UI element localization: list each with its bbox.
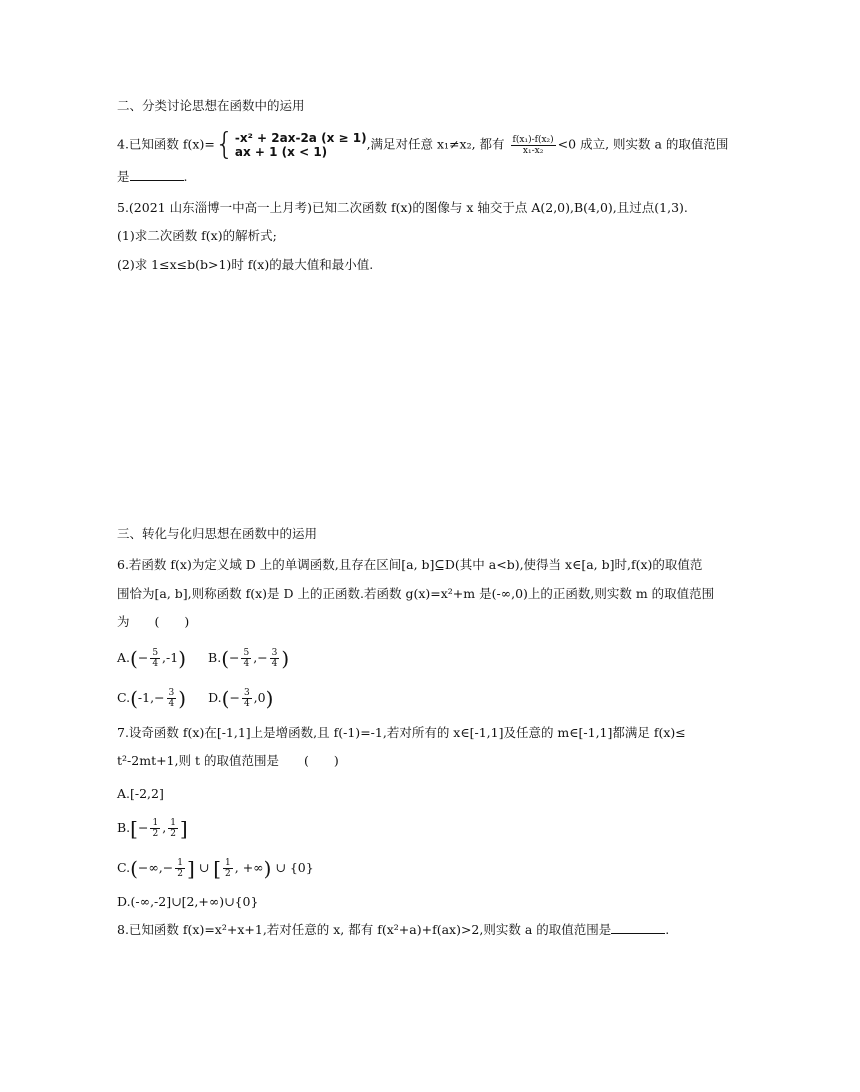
question-6-line-1: 6.若函数 f(x)为定义域 D 上的单调函数,且存在区间[a, b]⊆D(其中 a<b),使得当 x∈[a, b]时,f(x)的取值范 bbox=[117, 557, 703, 572]
question-8: 8.已知函数 f(x)=x²+x+1,若对任意的 x, 都有 f(x²+a)+f(ax)>2,则实数 a 的取值范围是 . bbox=[117, 922, 670, 937]
left-brace-icon: { bbox=[214, 127, 234, 162]
q7-option-c[interactable]: C.(−∞,− $\frac{1}{2}$ ] ∪ [ $\frac{1}{2}$ , +∞) ∪ {0} bbox=[117, 856, 314, 881]
question-6-options-ab bbox=[117, 648, 307, 669]
q4-answer-blank[interactable] bbox=[130, 168, 184, 181]
q8-answer-blank[interactable] bbox=[611, 921, 665, 934]
q4-suffix: <0 成立, 则实数 a 的取值范围 bbox=[557, 136, 729, 152]
question-6-line-3: 为 ( ) bbox=[117, 614, 190, 629]
section-3-title: 三、转化与化归思想在函数中的运用 bbox=[117, 526, 318, 541]
q4-mid: ,满足对任意 x₁≠x₂, 都有 bbox=[366, 136, 505, 152]
question-5-part-1: (1)求二次函数 f(x)的解析式; bbox=[117, 228, 277, 243]
q6-option-a[interactable]: A.(− $\frac{5}{4}$ ,-1) bbox=[117, 646, 187, 671]
section-2-title: 二、分类讨论思想在函数中的运用 bbox=[117, 98, 305, 113]
q7-option-a[interactable]: A.[-2,2] bbox=[117, 786, 164, 801]
q4-piecewise bbox=[214, 127, 367, 162]
q6-option-c[interactable]: C.(-1,− $\frac{3}{4}$ ) bbox=[117, 686, 187, 711]
question-7-line-2: t²-2mt+1,则 t 的取值范围是 ( ) bbox=[117, 753, 339, 768]
q7-option-b[interactable]: B.[− $\frac{1}{2}$ , $\frac{1}{2}$ ] bbox=[117, 816, 188, 841]
question-5-part-2: (2)求 1≤x≤b(b>1)时 f(x)的最大值和最小值. bbox=[117, 257, 374, 272]
question-4-line-1 bbox=[117, 127, 729, 162]
q7-option-d[interactable]: D.(-∞,-2]∪[2,+∞)∪{0} bbox=[117, 894, 259, 909]
q6-option-d[interactable]: D.(− $\frac{3}{4}$ ,0) bbox=[208, 686, 274, 711]
q4-case-1: -x² + 2ax-2a (x ≥ 1) bbox=[234, 131, 367, 145]
q4-fraction: $\frac{\text{f(x₁)-f(x₂)}}{\text{x₁-x₂}}$ bbox=[512, 134, 554, 156]
question-4-line-2: 是 . bbox=[117, 169, 188, 184]
question-7-line-1: 7.设奇函数 f(x)在[-1,1]上是增函数,且 f(-1)=-1,若对所有的 x∈[-1,1]及任意的 m∈[-1,1]都满足 f(x)≤ bbox=[117, 725, 686, 740]
q4-prefix: 4.已知函数 f(x)= bbox=[117, 136, 215, 152]
q6-option-b[interactable]: B.(− $\frac{5}{4}$ ,− $\frac{3}{4}$ ) bbox=[208, 646, 290, 671]
question-6-line-2: 围恰为[a, b],则称函数 f(x)是 D 上的正函数.若函数 g(x)=x²+m 是(-∞,0)上的正函数,则实数 m 的取值范围 bbox=[117, 586, 715, 601]
question-5-line-1: 5.(2021 山东淄博一中高一上月考)已知二次函数 f(x)的图像与 x 轴交于点 A(2,0),B(4,0),且过点(1,3). bbox=[117, 200, 688, 215]
q4-case-2: ax + 1 (x < 1) bbox=[234, 145, 328, 159]
question-6-options-cd bbox=[117, 688, 291, 709]
